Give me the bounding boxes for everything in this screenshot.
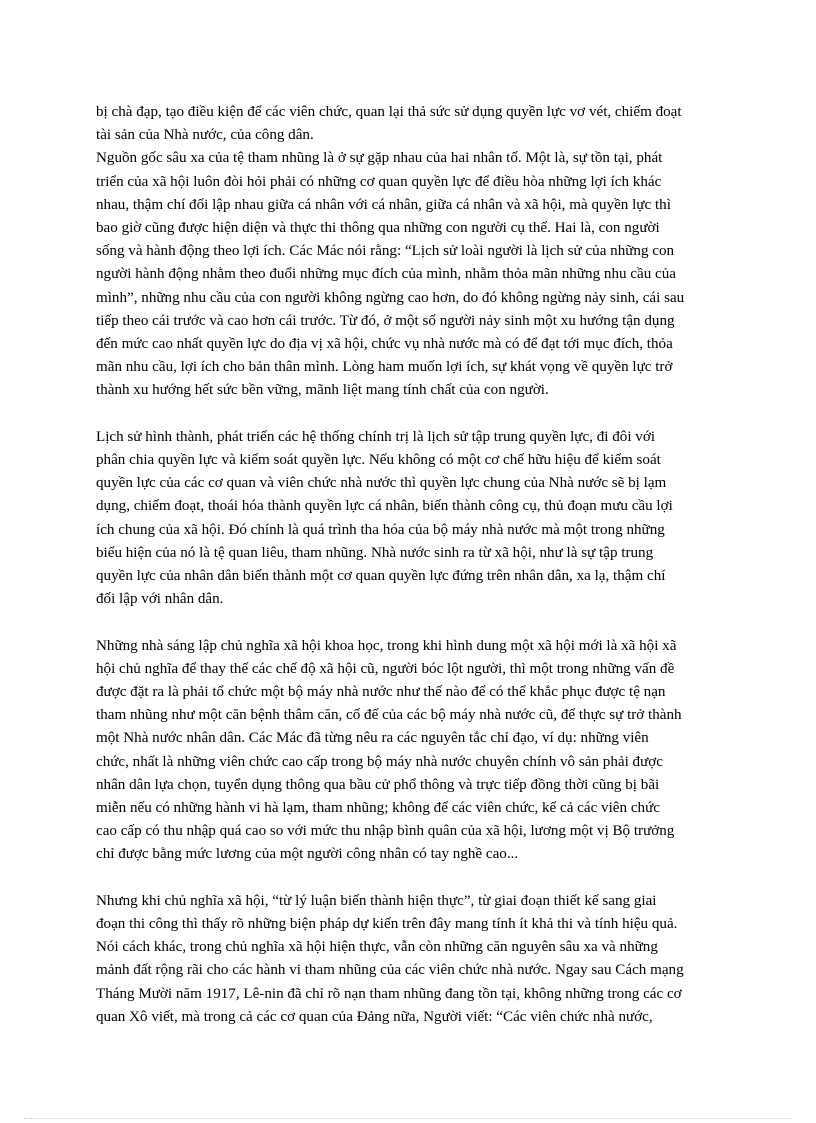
text-line: miễn nếu có những hành vi hà lạm, tham nhũng; không để các viên chức, kể cả các viên chức (96, 800, 660, 817)
text-line: đoạn thi công thì thấy rõ những biện pháp dự kiến trên đây mang tính ít khả thi và tính hiệu quả. (96, 916, 678, 933)
text-line: Nói cách khác, trong chủ nghĩa xã hội hiện thực, vẫn còn những căn nguyên sâu xa và những (96, 939, 658, 956)
text-line: thành xu hướng hết sức bền vững, mãnh liệt mang tính chất của con người. (96, 382, 549, 399)
paragraph-spacer (96, 403, 724, 426)
text-line: quyền lực của các cơ quan và viên chức nhà nước thì quyền lực chung của Nhà nước sẽ bị lạm (96, 475, 667, 492)
text-line: phân chia quyền lực và kiểm soát quyền lực. Nếu không có một cơ chế hữu hiệu để kiểm soát (96, 452, 661, 469)
document-body (96, 101, 724, 1029)
text-line: sống và hành động theo lợi ích. Các Mác nói rằng: “Lịch sử loài người là lịch sử của những con (96, 243, 675, 260)
text-line: Những nhà sáng lập chủ nghĩa xã hội khoa học, trong khi hình dung một xã hội mới là xã hội xã (96, 637, 677, 654)
text-line: mãn nhu cầu, lợi ích cho bản thân mình. Lòng ham muốn lợi ích, sự khát vọng về quyền lực trở (96, 359, 673, 376)
text-line: Lịch sử hình thành, phát triển các hệ thống chính trị là lịch sử tập trung quyền lực, đi đôi với (96, 428, 656, 445)
text-line: hội chủ nghĩa để thay thế các chế độ xã hội cũ, người bóc lột người, thì một trong những vấn đề (96, 660, 675, 677)
paragraph-4 (96, 635, 724, 867)
paragraph-3 (96, 426, 724, 612)
paragraph-5 (96, 890, 724, 1029)
text-line: chức, nhất là những viên chức cao cấp trong bộ máy nhà nước chuyên chính vô sản phải được (96, 753, 663, 770)
text-line: tham nhũng như một căn bệnh thâm căn, cố đế của các bộ máy nhà nước cũ, để thực sự trở thành (96, 707, 682, 724)
text-line: bao giờ cũng được hiện diện và thực thi thông qua những con người cụ thể. Hai là, con người (96, 220, 660, 237)
text-line: người hành động nhằm theo đuổi những mục đích của mình, nhằm thỏa mãn những nhu cầu của (96, 266, 676, 283)
text-line: Tháng Mười năm 1917, Lê-nin đã chỉ rõ nạn tham nhũng đang tồn tại, không những trong các cơ (96, 985, 682, 1002)
text-line: nhau, thậm chí đối lập nhau giữa cá nhân với cá nhân, giữa cá nhân và xã hội, mà quyền lực thì (96, 196, 671, 213)
paragraph-2 (96, 147, 724, 402)
text-line: chỉ được bằng mức lương của một người công nhân có tay nghề cao... (96, 846, 519, 863)
text-line: quyền lực của nhân dân biến thành một cơ quan quyền lực đứng trên nhân dân, xa lạ, thậm chí (96, 568, 666, 585)
text-line: Nguồn gốc sâu xa của tệ tham nhũng là ở sự gặp nhau của hai nhân tố. Một là, sự tồn tại, phát (96, 150, 663, 167)
text-line: biểu hiện của nó là tệ quan liêu, tham nhũng. Nhà nước sinh ra từ xã hội, như là sự tập trung (96, 544, 654, 561)
text-line: nhân dân lựa chọn, tuyển dụng thông qua bầu cử phổ thông và trực tiếp đồng thời cũng bị bãi (96, 776, 660, 793)
text-line: bị chà đạp, tạo điều kiện để các viên chức, quan lại thả sức sử dụng quyền lực vơ vét, chiếm đoạt (96, 104, 682, 120)
text-line: mảnh đất rộng rãi cho các hành vi tham nhũng của các viên chức nhà nước. Ngay sau Cách mạng (96, 962, 684, 979)
paragraph-spacer (96, 867, 724, 890)
text-line: triển của xã hội luôn đòi hỏi phải có những cơ quan quyền lực để điều hòa những lợi ích khác (96, 173, 662, 190)
text-line: quan Xô viết, mà trong cả các cơ quan của Đảng nữa, Người viết: “Các viên chức nhà nước, (96, 1008, 653, 1025)
text-line: được đặt ra là phải tổ chức một bộ máy nhà nước như thế nào để có thể khắc phục được tệ nạn (96, 684, 666, 701)
text-line: ích chung của xã hội. Đó chính là quá trình tha hóa của bộ máy nhà nước mà một trong những (96, 521, 665, 538)
text-line: đến mức cao nhất quyền lực do địa vị xã hội, chức vụ nhà nước mà có để đạt tới mục đích, thỏa (96, 336, 673, 353)
paragraph-1 (96, 101, 724, 147)
paragraph-spacer (96, 611, 724, 634)
text-line: Nhưng khi chủ nghĩa xã hội, “từ lý luận biến thành hiện thực”, từ giai đoạn thiết kế sang giai (96, 892, 657, 909)
text-line: một Nhà nước nhân dân. Các Mác đã từng nêu ra các nguyên tắc chỉ đạo, ví dụ: những viên (96, 730, 649, 747)
text-line: dụng, chiếm đoạt, thoái hóa thành quyền lực cá nhân, biến thành công cụ, thủ đoạn mưu cầu lợi (96, 498, 673, 515)
text-line: tài sản của Nhà nước, của công dân. (96, 127, 314, 144)
page-bottom-divider (24, 1118, 792, 1119)
text-line: đối lập với nhân dân. (96, 591, 224, 608)
text-line: cao cấp có thu nhập quá cao so với mức thu nhập bình quân của xã hội, lương một vị Bộ trưởng (96, 823, 675, 840)
text-line: mình”, những nhu cầu của con người không ngừng cao hơn, do đó không ngừng nảy sinh, cái sau (96, 289, 685, 306)
text-line: tiếp theo cái trước và cao hơn cái trước. Từ đó, ở một số người nảy sinh một xu hướng tận dụng (96, 312, 675, 329)
